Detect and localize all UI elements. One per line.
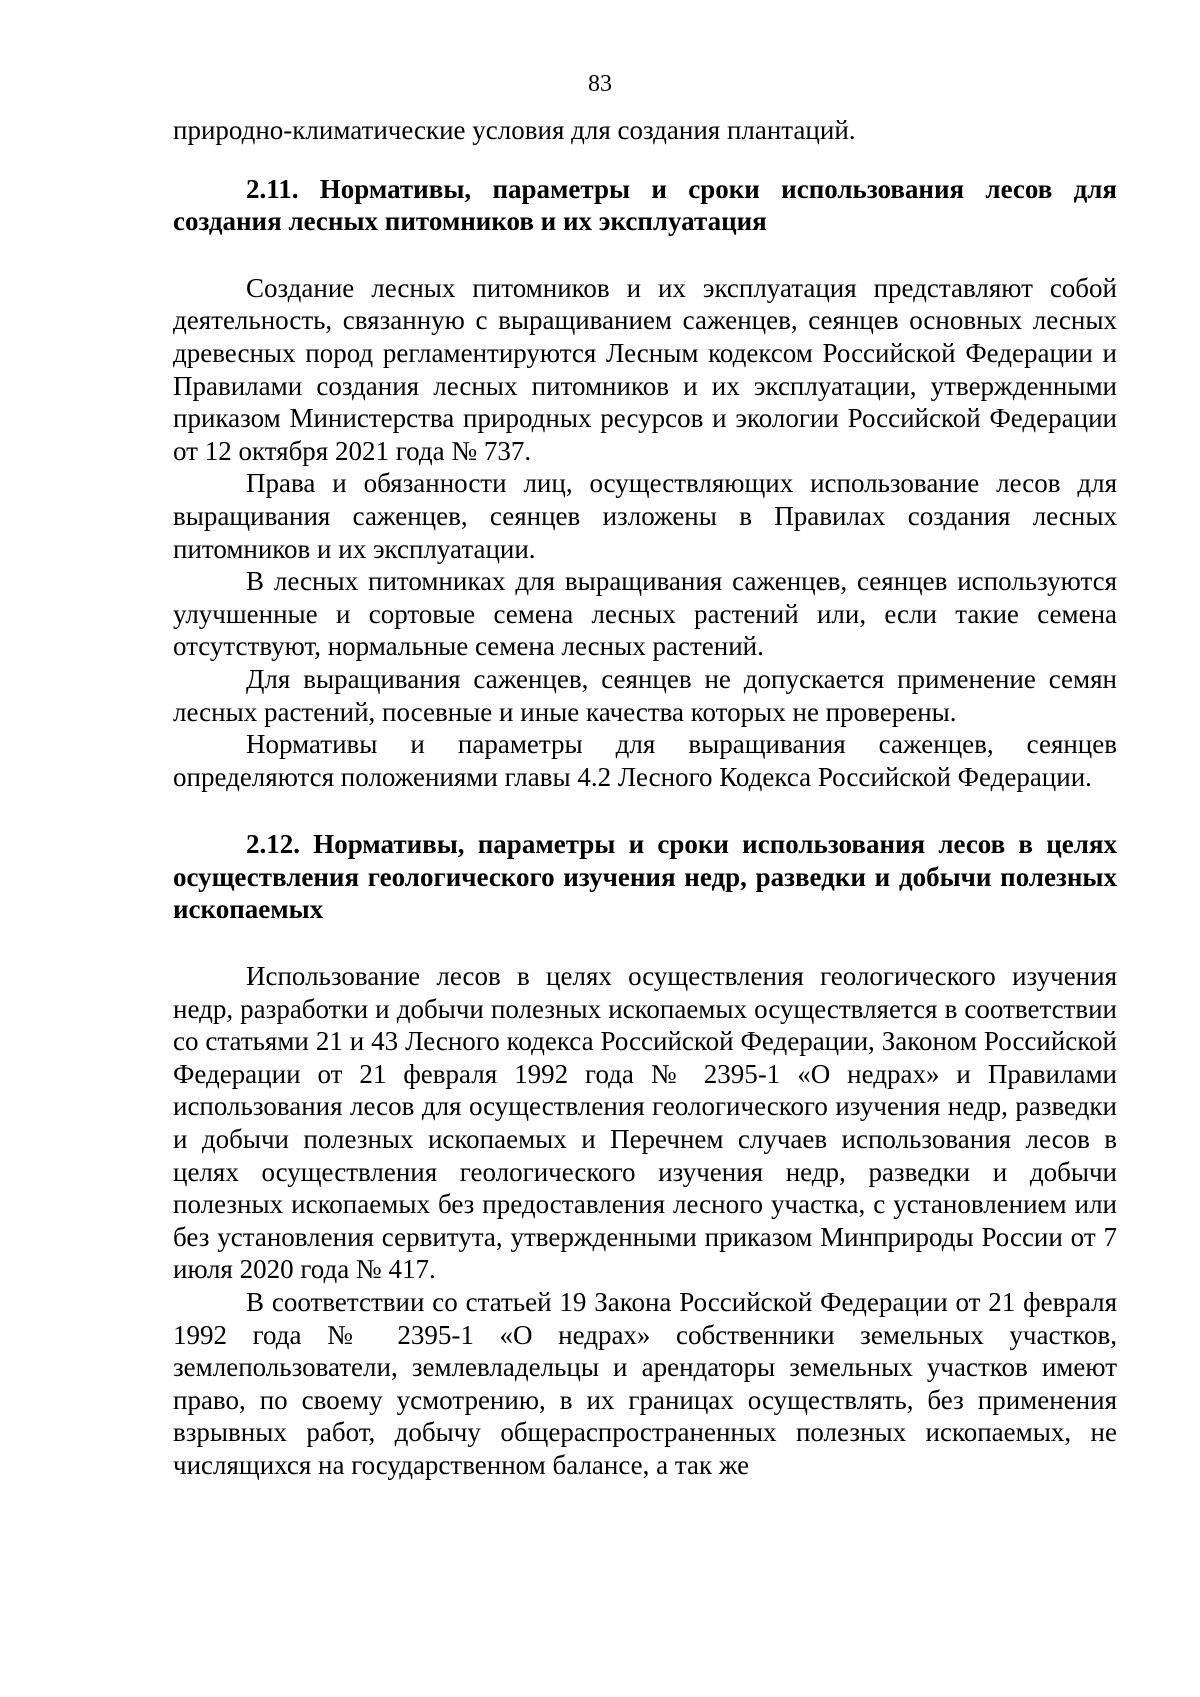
paragraph: В соответствии со статьей 19 Закона Российской Федерации от 21 февраля 1992 года № 2395-1 «О недрах» собственники земельных участков, землепользователи, землевладельцы и арендаторы земельных участков имеют право, по своему усмотрению, в их границах осуществлять, без применения взрывных работ, добычу общераспространенных полезных ископаемых, не числящихся на государственном балансе, а так же [173,1287,1117,1480]
section-2-12 [173,828,1117,1481]
paragraph: Создание лесных питомников и их эксплуатация представляют собой деятельность, связанную с выращиванием саженцев, сеянцев основных лесных древесных пород регламентируются Лесным кодексом Российской Федерации и Правилами создания лесных питомников и их эксплуатации, утвержденными приказом Министерства природных ресурсов и экологии Российской Федерации от 12 октября 2021 года № 737. [173,272,1117,466]
paragraph: Для выращивания саженцев, сеянцев не допускается применение семян лесных растений, посевные и иные качества которых не проверены. [173,663,1117,727]
paragraph: Использование лесов в целях осуществления геологического изучения недр, разработки и добычи полезных ископаемых осуществляется в соответствии со статьями 21 и 43 Лесного кодекса Российской Федерации, Законом Российской Федерации от 21 февраля 1992 года № 2395-1 «О недрах» и Правилами использования лесов для осуществления геологического изучения недр, разведки и добычи полезных ископаемых и Перечнем случаев использования лесов в целях осуществления геологического изучения недр, разведки и добычи полезных ископаемых без предоставления лесного участка, с установлением или без установления сервитута, утвержденными приказом Минприроды России от 7 июля 2020 года № 417. [173,961,1117,1285]
section-heading: 2.12. Нормативы, параметры и сроки использования лесов в целях осуществления геологического изучения недр, разведки и добычи полезных ископаемых [173,829,1117,925]
continuation-paragraph: природно-климатические условия для создания плантаций. [173,115,856,145]
paragraph: Нормативы и параметры для выращивания саженцев, сеянцев определяются положениями главы 4.2 Лесного Кодекса Российской Федерации. [173,729,1117,792]
paragraph: Права и обязанности лиц, осуществляющих использование лесов для выращивания саженцев, сеянцев изложены в Правилах создания лесных питомников и их эксплуатации. [173,468,1117,564]
section-2-11 [173,173,1117,794]
page-number: 83 [588,71,612,97]
paragraph: В лесных питомниках для выращивания саженцев, сеянцев используются улучшенные и сортовые семена лесных растений или, если такие семена отсутствуют, нормальные семена лесных растений. [173,566,1117,662]
page-content [173,114,1117,1482]
section-heading: 2.11. Нормативы, параметры и сроки использования лесов для создания лесных питомников и их эксплуатация [173,173,1117,237]
